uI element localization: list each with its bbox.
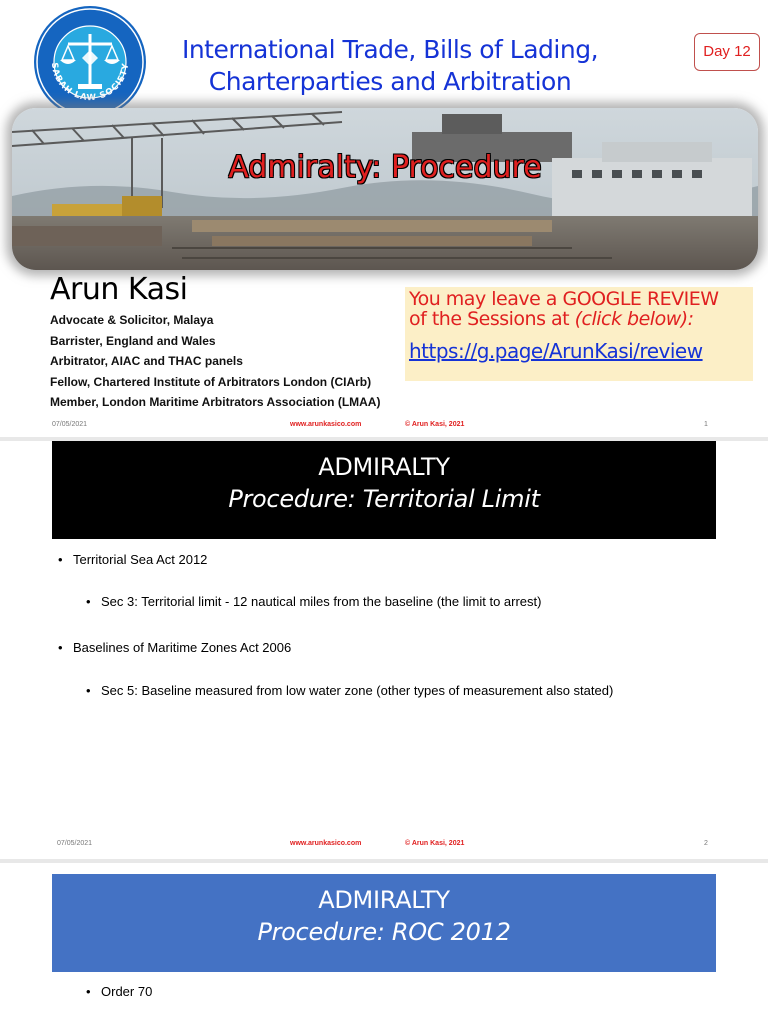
google-review-callout	[405, 287, 753, 381]
header-line-2: Procedure: ROC 2012	[257, 918, 511, 946]
territorial-limit-slide	[0, 441, 768, 859]
header-line-1: ADMIRALTY	[318, 886, 450, 914]
slide-topic-title: Admiralty: Procedure	[228, 150, 542, 185]
review-line-1: You may leave a GOOGLE REVIEW	[409, 288, 719, 310]
author-credentials	[50, 310, 380, 413]
port-cranes-image	[12, 108, 758, 270]
footer-website: www.arunkasico.com	[290, 840, 362, 847]
header-line-1: ADMIRALTY	[318, 453, 450, 481]
slide-header	[52, 441, 716, 539]
bullet-item: • Baselines of Maritime Zones Act 2006	[73, 640, 291, 655]
credential-item: Barrister, England and Wales	[50, 333, 216, 348]
roc-2012-slide	[0, 863, 768, 1024]
logo-text: SABAH LAW SOCIETY	[48, 62, 132, 104]
course-title-line-2: Charterparties and Arbitration	[208, 67, 572, 96]
course-title	[150, 34, 630, 98]
bullet-item: • Sec 3: Territorial limit - 12 nautical miles from the baseline (the limit to arrest)	[101, 594, 541, 609]
slide-footer	[0, 421, 768, 435]
bullet-item: • Territorial Sea Act 2012	[73, 552, 207, 567]
footer-page-number: 1	[704, 421, 708, 428]
review-line-2-prefix: of the Sessions at	[409, 308, 575, 330]
credential-item: Fellow, Chartered Institute of Arbitrators London (CIArb)	[50, 374, 372, 389]
credential-item: Advocate & Solicitor, Malaya	[50, 313, 214, 327]
slide-header	[52, 874, 716, 972]
footer-website: www.arunkasico.com	[290, 421, 362, 428]
title-slide	[0, 0, 768, 437]
credential-item: Member, London Maritime Arbitrators Association (LMAA)	[50, 395, 381, 409]
port-banner-image	[12, 108, 758, 270]
slide-footer	[0, 840, 768, 854]
author-name: Arun Kasi	[50, 272, 188, 307]
header-line-2: Procedure: Territorial Limit	[228, 485, 540, 513]
review-line-2	[409, 309, 749, 329]
review-line-2-italic: (click below):	[574, 308, 694, 330]
footer-copyright: © Arun Kasi, 2021	[405, 840, 465, 847]
review-prompt	[409, 289, 749, 329]
google-review-link[interactable]: https://g.page/ArunKasi/review	[409, 339, 703, 363]
footer-page-number: 2	[704, 840, 708, 847]
bullet-item: • Sec 5: Baseline measured from low water zone (other types of measurement also stated)	[101, 683, 613, 698]
day-badge: Day 12	[694, 33, 760, 71]
footer-date: 07/05/2021	[57, 840, 93, 847]
footer-date: 07/05/2021	[52, 421, 88, 428]
credential-item: Arbitrator, AIAC and THAC panels	[50, 354, 243, 368]
bullet-item: • Order 70	[101, 984, 152, 999]
course-title-line-1: International Trade, Bills of Lading,	[181, 35, 599, 64]
sabah-law-society-logo	[32, 4, 148, 120]
footer-copyright: © Arun Kasi, 2021	[405, 421, 465, 428]
